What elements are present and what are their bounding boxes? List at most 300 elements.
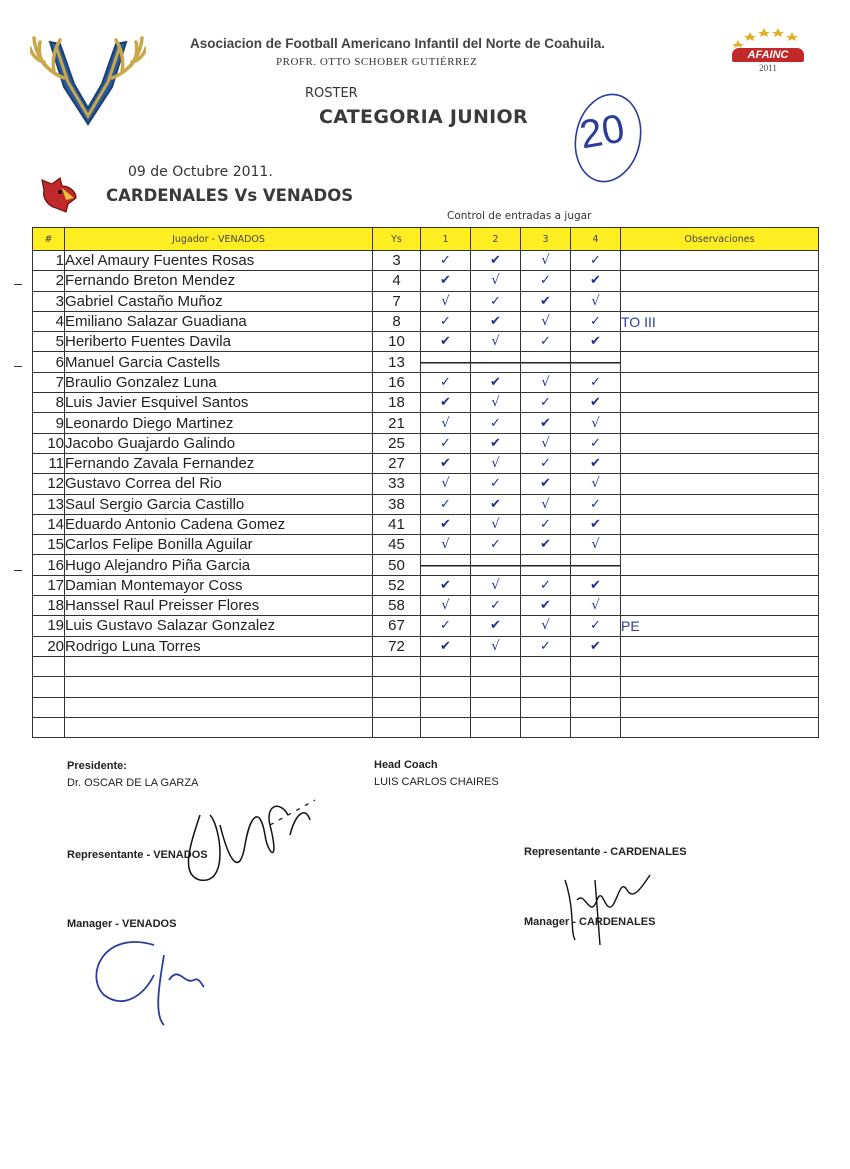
observation: [621, 372, 819, 392]
check-mark-icon: √: [491, 456, 500, 472]
entry-mark: [421, 271, 471, 291]
check-mark-icon: ✓: [440, 435, 451, 451]
afainc-year: 2011: [759, 63, 777, 73]
check-mark-icon: ✓: [590, 253, 601, 269]
check-mark-icon: ✓: [540, 517, 551, 532]
check-mark-icon: ✔: [490, 253, 501, 269]
entry-mark: [521, 352, 571, 372]
check-mark-icon: √: [441, 415, 450, 431]
signature-rep-cardenales: [555, 860, 665, 950]
check-mark-icon: ✓: [440, 253, 451, 269]
empty-row: [33, 697, 819, 717]
check-mark-icon: ✔: [490, 374, 501, 390]
observation: [621, 332, 819, 352]
entry-mark: [471, 352, 521, 372]
observation: [621, 271, 819, 291]
table-row: [33, 352, 819, 372]
check-mark-icon: ✓: [590, 374, 601, 390]
player-name: Jacobo Guajardo Galindo: [65, 433, 373, 453]
check-mark-icon: ✔: [540, 476, 551, 492]
player-number: 20: [33, 636, 65, 656]
roster-table: [32, 227, 819, 738]
signature-rep-venados: [170, 785, 320, 895]
check-mark-icon: √: [541, 435, 550, 451]
empty-cell: [421, 697, 471, 717]
entry-mark: [471, 514, 521, 534]
entry-mark: [471, 453, 521, 473]
check-mark-icon: ✔: [590, 273, 601, 289]
presidente-label: Presidente:: [67, 760, 127, 772]
entry-mark: [521, 636, 571, 656]
empty-cell: [621, 677, 819, 697]
entry-mark: [571, 291, 621, 311]
empty-cell: [571, 656, 621, 676]
table-row: [33, 494, 819, 514]
entry-mark: [571, 636, 621, 656]
player-name: Manuel Garcia Castells: [65, 352, 373, 372]
player-number: 12: [33, 474, 65, 494]
empty-cell: [571, 697, 621, 717]
check-mark-icon: √: [591, 293, 600, 309]
check-mark-icon: ✓: [490, 598, 501, 614]
entry-mark: [571, 251, 621, 271]
player-jersey: 10: [373, 332, 421, 352]
empty-cell: [621, 697, 819, 717]
col-entry-1-header: 1: [421, 228, 471, 251]
check-mark-icon: √: [591, 415, 600, 431]
table-row: [33, 393, 819, 413]
player-name: Axel Amaury Fuentes Rosas: [65, 251, 373, 271]
entry-mark: [521, 433, 571, 453]
observation: [621, 291, 819, 311]
player-number: 4: [33, 311, 65, 331]
entry-mark: [421, 535, 471, 555]
player-number: 11: [33, 453, 65, 473]
check-mark-icon: ✔: [440, 273, 451, 289]
entry-mark: [471, 332, 521, 352]
entry-mark: [571, 311, 621, 331]
entry-mark: [421, 474, 471, 494]
check-mark-icon: ✓: [540, 638, 551, 654]
check-mark-icon: √: [491, 638, 500, 654]
entry-mark: [421, 291, 471, 311]
player-number: 2: [33, 271, 65, 291]
player-name: Fernando Zavala Fernandez: [65, 453, 373, 473]
entry-mark: [521, 413, 571, 433]
player-jersey: 41: [373, 514, 421, 534]
player-name: Emiliano Salazar Guadiana: [65, 311, 373, 331]
entry-mark: [471, 555, 521, 575]
entry-mark: [471, 372, 521, 392]
player-jersey: 38: [373, 494, 421, 514]
player-number: 13: [33, 494, 65, 514]
cardinal-logo: [38, 174, 80, 214]
player-name: Heriberto Fuentes Davila: [65, 332, 373, 352]
player-number: 7: [33, 372, 65, 392]
entry-mark: [521, 474, 571, 494]
check-mark-icon: ✔: [590, 638, 601, 654]
player-jersey: 25: [373, 433, 421, 453]
empty-cell: [571, 677, 621, 697]
check-mark-icon: ✓: [590, 496, 601, 512]
player-name: Eduardo Antonio Cadena Gomez: [65, 514, 373, 534]
check-mark-icon: ✓: [540, 395, 551, 411]
observation: TO III: [621, 311, 819, 331]
observation: [621, 575, 819, 595]
player-jersey: 3: [373, 251, 421, 271]
player-number: 5: [33, 332, 65, 352]
empty-cell: [621, 656, 819, 676]
handwritten-total: 20: [576, 106, 628, 158]
stars-icon: [728, 26, 812, 48]
col-entry-2-header: 2: [471, 228, 521, 251]
entry-mark: [521, 372, 571, 392]
entry-mark: [521, 575, 571, 595]
player-number: 18: [33, 596, 65, 616]
check-mark-icon: ✔: [490, 314, 501, 330]
entry-mark: [571, 575, 621, 595]
check-mark-icon: ✔: [440, 456, 451, 472]
entry-mark: [471, 271, 521, 291]
entry-mark: [421, 413, 471, 433]
entry-mark: [421, 332, 471, 352]
player-name: Carlos Felipe Bonilla Aguilar: [65, 535, 373, 555]
player-jersey: 18: [373, 393, 421, 413]
empty-cell: [471, 677, 521, 697]
table-header-row: [33, 228, 819, 251]
player-number: 14: [33, 514, 65, 534]
presidente-name: Dr. OSCAR DE LA GARZA: [67, 777, 199, 789]
player-jersey: 52: [373, 575, 421, 595]
observation: [621, 596, 819, 616]
empty-cell: [421, 656, 471, 676]
entry-mark: [471, 413, 521, 433]
player-jersey: 13: [373, 352, 421, 372]
col-observations-header: Observaciones: [621, 228, 819, 251]
entry-mark: [571, 474, 621, 494]
check-mark-icon: √: [491, 273, 500, 289]
table-row: [33, 555, 819, 575]
empty-cell: [471, 717, 521, 737]
head-coach-name: LUIS CARLOS CHAIRES: [374, 776, 499, 788]
check-mark-icon: ✓: [590, 618, 601, 634]
manager-cardenales-label: Manager - CARDENALES: [524, 916, 656, 928]
rep-venados-label: Representante - VENADOS: [67, 849, 208, 861]
entry-mark: [571, 271, 621, 291]
check-mark-icon: √: [491, 577, 500, 593]
check-mark-icon: ✓: [540, 334, 551, 350]
check-mark-icon: ✔: [440, 638, 451, 654]
col-entry-4-header: 4: [571, 228, 621, 251]
player-name: Damian Montemayor Coss: [65, 575, 373, 595]
empty-cell: [621, 717, 819, 737]
player-name: Saul Sergio Garcia Castillo: [65, 494, 373, 514]
entry-mark: [421, 494, 471, 514]
empty-cell: [471, 656, 521, 676]
entry-mark: [521, 291, 571, 311]
table-row: [33, 636, 819, 656]
table-row: [33, 372, 819, 392]
entry-mark: [421, 251, 471, 271]
table-row: [33, 535, 819, 555]
player-jersey: 50: [373, 555, 421, 575]
col-entry-3-header: 3: [521, 228, 571, 251]
entry-mark: [471, 433, 521, 453]
observation: [621, 514, 819, 534]
empty-cell: [471, 697, 521, 717]
entry-mark: [471, 535, 521, 555]
check-mark-icon: ✓: [440, 618, 451, 634]
check-mark-icon: ✔: [540, 415, 551, 431]
margin-mark: [14, 570, 22, 571]
player-number: 19: [33, 616, 65, 636]
player-name: Gabriel Castaño Muñoz: [65, 291, 373, 311]
player-jersey: 21: [373, 413, 421, 433]
entry-mark: [521, 555, 571, 575]
check-mark-icon: √: [541, 496, 550, 512]
empty-cell: [521, 656, 571, 676]
check-mark-icon: ✔: [540, 598, 551, 614]
player-name: Fernando Breton Mendez: [65, 271, 373, 291]
empty-cell: [33, 717, 65, 737]
observation: [621, 535, 819, 555]
check-mark-icon: √: [441, 476, 450, 492]
empty-cell: [373, 677, 421, 697]
empty-cell: [421, 717, 471, 737]
professor-name: PROFR. OTTO SCHOBER GUTIÉRREZ: [276, 56, 478, 68]
margin-mark: [14, 366, 22, 367]
entry-mark: [571, 393, 621, 413]
player-number: 15: [33, 535, 65, 555]
entry-mark: [571, 433, 621, 453]
player-name: Hugo Alejandro Piña Garcia: [65, 555, 373, 575]
check-mark-icon: ✔: [490, 435, 501, 451]
check-mark-icon: √: [491, 395, 500, 411]
entry-mark: [571, 352, 621, 372]
player-jersey: 4: [373, 271, 421, 291]
check-mark-icon: √: [541, 618, 550, 634]
entry-mark: [471, 616, 521, 636]
entry-mark: [471, 636, 521, 656]
entry-mark: [521, 535, 571, 555]
player-jersey: 67: [373, 616, 421, 636]
entry-mark: [471, 393, 521, 413]
entry-mark: [421, 453, 471, 473]
empty-cell: [521, 697, 571, 717]
empty-cell: [521, 677, 571, 697]
table-row: [33, 596, 819, 616]
check-mark-icon: ✔: [490, 496, 501, 512]
afainc-label: AFAINC: [732, 48, 804, 62]
entry-mark: [421, 596, 471, 616]
observation: [621, 433, 819, 453]
check-mark-icon: ✓: [590, 435, 601, 451]
entry-mark: [421, 575, 471, 595]
table-row: [33, 413, 819, 433]
check-mark-icon: ✔: [590, 577, 601, 593]
entry-mark: [421, 433, 471, 453]
entry-mark: [571, 332, 621, 352]
entry-mark: [521, 393, 571, 413]
check-mark-icon: ✓: [490, 293, 501, 309]
entry-mark: [471, 474, 521, 494]
check-mark-icon: ✓: [590, 314, 601, 330]
check-mark-icon: √: [541, 374, 550, 390]
observation: [621, 453, 819, 473]
table-row: [33, 575, 819, 595]
observation: [621, 352, 819, 372]
empty-cell: [373, 697, 421, 717]
entry-mark: [421, 372, 471, 392]
check-mark-icon: ✔: [490, 618, 501, 634]
venados-logo: [30, 32, 146, 126]
check-mark-icon: ✓: [540, 273, 551, 289]
entry-mark: [421, 514, 471, 534]
match-date: 09 de Octubre 2011.: [128, 164, 273, 180]
check-mark-icon: ✓: [490, 537, 501, 553]
player-jersey: 8: [373, 311, 421, 331]
check-mark-icon: √: [491, 517, 500, 532]
entry-mark: [571, 555, 621, 575]
manager-venados-label: Manager - VENADOS: [67, 918, 177, 930]
signature-manager-venados: [84, 925, 224, 1035]
observation: [621, 393, 819, 413]
player-number: 1: [33, 251, 65, 271]
observation: [621, 636, 819, 656]
table-row: [33, 433, 819, 453]
player-jersey: 45: [373, 535, 421, 555]
afainc-logo: [728, 26, 812, 78]
check-mark-icon: ✔: [540, 293, 551, 309]
empty-cell: [373, 656, 421, 676]
table-row: [33, 453, 819, 473]
roster-body: [33, 251, 819, 738]
player-jersey: 72: [373, 636, 421, 656]
match-title: CARDENALES Vs VENADOS: [106, 186, 354, 205]
check-mark-icon: ✔: [590, 334, 601, 350]
entry-mark: [571, 453, 621, 473]
table-row: [33, 332, 819, 352]
margin-mark: [14, 284, 22, 285]
entry-mark: [571, 596, 621, 616]
entry-mark: [571, 514, 621, 534]
entry-mark: [571, 494, 621, 514]
category-title: CATEGORIA JUNIOR: [319, 106, 528, 128]
entry-mark: [421, 555, 471, 575]
entry-mark: [521, 616, 571, 636]
player-name: Gustavo Correa del Rio: [65, 474, 373, 494]
check-mark-icon: √: [591, 537, 600, 553]
entry-mark: [521, 251, 571, 271]
col-number-header: #: [33, 228, 65, 251]
check-mark-icon: √: [541, 253, 550, 269]
entry-mark: [421, 616, 471, 636]
table-caption: Control de entradas a jugar: [447, 210, 592, 222]
entry-mark: [421, 352, 471, 372]
head-coach-label: Head Coach: [374, 759, 438, 771]
check-mark-icon: ✔: [440, 334, 451, 350]
entry-mark: [421, 311, 471, 331]
empty-row: [33, 717, 819, 737]
player-number: 3: [33, 291, 65, 311]
check-mark-icon: √: [541, 314, 550, 330]
entry-mark: [521, 514, 571, 534]
empty-cell: [65, 677, 373, 697]
col-yards-header: Ys: [373, 228, 421, 251]
check-mark-icon: ✔: [590, 456, 601, 472]
col-player-header: Jugador - VENADOS: [65, 228, 373, 251]
player-jersey: 27: [373, 453, 421, 473]
empty-cell: [373, 717, 421, 737]
entry-mark: [571, 535, 621, 555]
check-mark-icon: √: [591, 476, 600, 492]
entry-mark: [471, 291, 521, 311]
player-number: 10: [33, 433, 65, 453]
rep-cardenales-label: Representante - CARDENALES: [524, 846, 687, 858]
player-name: Hanssel Raul Preisser Flores: [65, 596, 373, 616]
player-number: 17: [33, 575, 65, 595]
check-mark-icon: ✔: [540, 537, 551, 553]
entry-mark: [471, 596, 521, 616]
entry-mark: [421, 636, 471, 656]
check-mark-icon: √: [591, 598, 600, 614]
check-mark-icon: √: [441, 598, 450, 614]
empty-cell: [65, 656, 373, 676]
observation: [621, 555, 819, 575]
check-mark-icon: ✔: [590, 395, 601, 411]
entry-mark: [521, 494, 571, 514]
entry-mark: [421, 393, 471, 413]
check-mark-icon: ✓: [440, 374, 451, 390]
empty-cell: [33, 697, 65, 717]
observation: [621, 251, 819, 271]
organization-title: Asociacion de Football Americano Infantil del Norte de Coahuila.: [190, 36, 606, 51]
table-row: [33, 514, 819, 534]
check-mark-icon: √: [491, 334, 500, 350]
check-mark-icon: √: [441, 537, 450, 553]
player-name: Braulio Gonzalez Luna: [65, 372, 373, 392]
entry-mark: [521, 271, 571, 291]
empty-cell: [33, 677, 65, 697]
entry-mark: [571, 413, 621, 433]
player-name: Luis Gustavo Salazar Gonzalez: [65, 616, 373, 636]
empty-cell: [33, 656, 65, 676]
table-row: [33, 291, 819, 311]
entry-mark: [471, 575, 521, 595]
check-mark-icon: ✓: [440, 314, 451, 330]
empty-row: [33, 656, 819, 676]
empty-cell: [65, 717, 373, 737]
check-mark-icon: ✓: [490, 476, 501, 492]
player-number: 16: [33, 555, 65, 575]
table-row: [33, 271, 819, 291]
empty-cell: [65, 697, 373, 717]
check-mark-icon: ✓: [440, 496, 451, 512]
check-mark-icon: ✓: [540, 456, 551, 472]
check-mark-icon: ✓: [490, 415, 501, 431]
player-jersey: 33: [373, 474, 421, 494]
player-jersey: 58: [373, 596, 421, 616]
empty-cell: [521, 717, 571, 737]
player-number: 8: [33, 393, 65, 413]
entry-mark: [471, 494, 521, 514]
table-row: [33, 474, 819, 494]
entry-mark: [471, 311, 521, 331]
check-mark-icon: ✔: [440, 395, 451, 411]
empty-cell: [421, 677, 471, 697]
entry-mark: [521, 453, 571, 473]
entry-mark: [521, 311, 571, 331]
